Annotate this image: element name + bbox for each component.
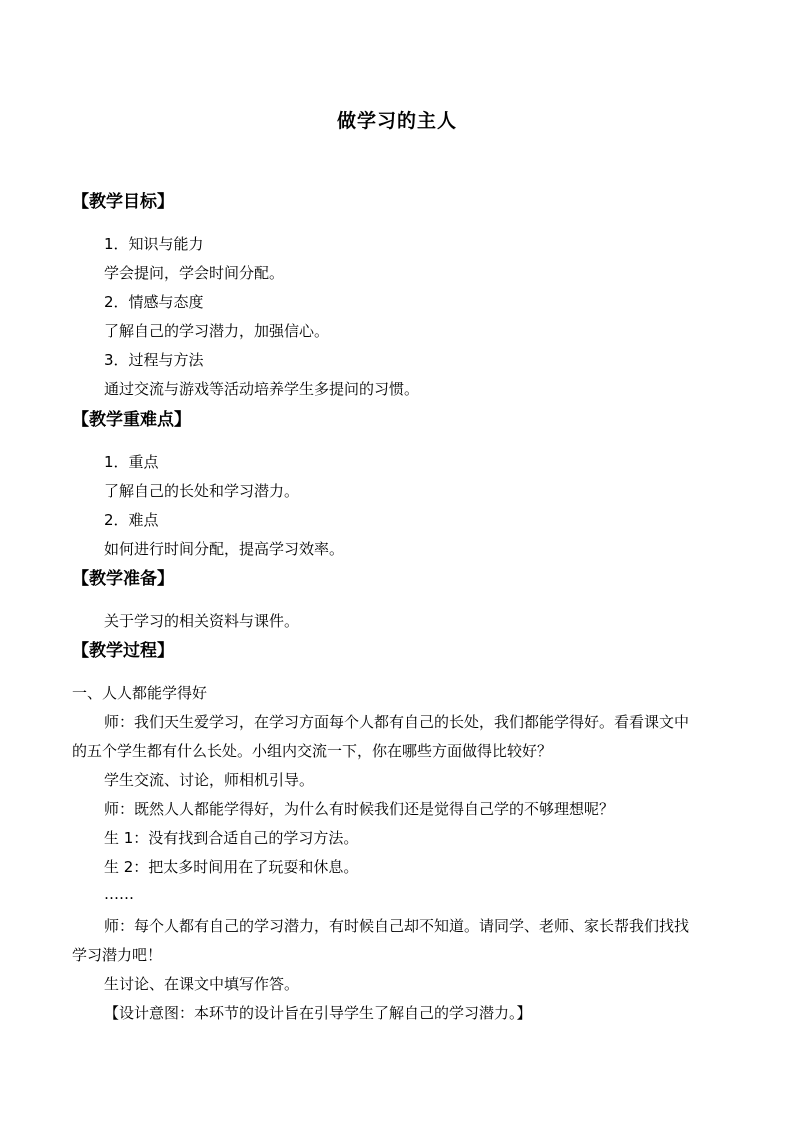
process-line: 学习潜力吧！: [72, 946, 163, 964]
key-point-text: 如何进行时间分配，提高学习效率。: [104, 540, 345, 558]
process-line: 生讨论、在课文中填写作答。: [104, 975, 300, 993]
process-line: 师：我们天生爱学习，在学习方面每个人都有自己的长处，我们都能学得好。看看课文中: [104, 713, 690, 731]
key-point-text: 了解自己的长处和学习潜力。: [104, 482, 300, 500]
section-heading-preparation: 【教学准备】: [72, 569, 174, 589]
process-line: 生 2：把太多时间用在了玩耍和休息。: [104, 858, 359, 876]
document-title: 做学习的主人: [336, 110, 457, 132]
process-line: 师：既然人人都能学得好，为什么有时候我们还是觉得自己学的不够理想呢？: [104, 800, 615, 818]
objective-text: 了解自己的学习潜力，加强信心。: [104, 322, 330, 340]
objective-text: 学会提问，学会时间分配。: [104, 264, 285, 282]
process-subheading: 一、人人都能学得好: [72, 684, 208, 702]
key-point-subheading: 2．难点: [104, 511, 159, 529]
key-point-subheading: 1．重点: [104, 453, 159, 471]
ellipsis-line: ……: [104, 885, 134, 903]
process-line: 师：每个人都有自己的学习潜力，有时候自己却不知道。请同学、老师、家长帮我们找找: [104, 917, 690, 935]
process-line: 的五个学生都有什么长处。小组内交流一下，你在哪些方面做得比较好？: [72, 742, 553, 760]
objective-subheading: 1．知识与能力: [104, 235, 204, 253]
preparation-text: 关于学习的相关资料与课件。: [104, 612, 300, 630]
objective-subheading: 3．过程与方法: [104, 351, 204, 369]
objective-subheading: 2．情感与态度: [104, 293, 204, 311]
design-intent-note: 【设计意图：本环节的设计旨在引导学生了解自己的学习潜力。】: [104, 1004, 532, 1022]
section-heading-process: 【教学过程】: [72, 641, 174, 661]
objective-text: 通过交流与游戏等活动培养学生多提问的习惯。: [104, 380, 420, 398]
section-heading-key-points: 【教学重难点】: [72, 410, 191, 430]
section-heading-objectives: 【教学目标】: [72, 192, 174, 212]
process-line: 生 1：没有找到合适自己的学习方法。: [104, 829, 359, 847]
process-line: 学生交流、讨论，师相机引导。: [104, 771, 315, 789]
